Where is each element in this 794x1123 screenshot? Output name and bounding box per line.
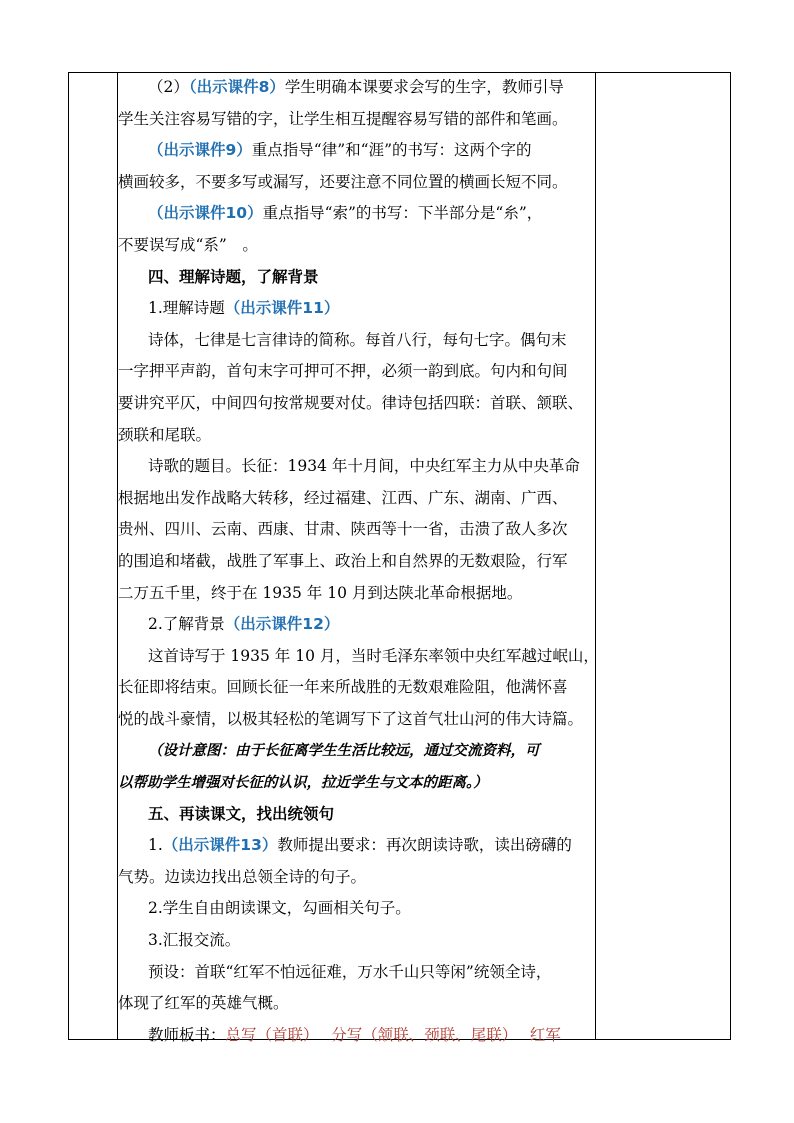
background-line-3-seg-0: 悦的战斗豪情，以极其轻松的笔调写下了这首气壮山河的伟大诗篇。	[118, 709, 584, 728]
step-2-line-1	[118, 72, 594, 104]
poem-form-line-3	[118, 388, 594, 420]
preset-line-1	[118, 957, 594, 989]
poem-form-line-4	[118, 420, 594, 452]
courseware-10-line-1-seg-1: 重点指导“索”的书写：下半部分是“糸”，	[262, 204, 543, 223]
design-note-line-2-seg-0: 以帮助学生增强对长征的认识，拉近学生与文本的距离。）	[118, 774, 488, 792]
title-meaning-line-2	[118, 483, 594, 515]
courseware-9-line-2-seg-0: 横画较多，不要多写或漏写，还要注意不同位置的横画长短不同。	[118, 172, 568, 191]
item-2-title	[118, 609, 594, 641]
design-note-line-1-seg-1: 由于长征离学生生活比较远，通过交流资料，可	[235, 742, 540, 760]
poem-form-line-1	[118, 325, 594, 357]
design-note-line-2	[118, 767, 594, 799]
courseware-10-line-1	[118, 198, 594, 230]
section-5-heading-seg-0: 五、再读课文，找出统领句	[148, 804, 335, 823]
step-2-line-2-seg-0: 学生关注容易写错的字，让学生相互提醒容易写错的部件和笔画。	[118, 109, 568, 128]
board-line	[118, 1020, 594, 1052]
title-meaning-line-4	[118, 546, 594, 578]
step-2-line-2	[118, 104, 594, 136]
title-meaning-line-5	[118, 578, 594, 610]
title-meaning-line-2-seg-0: 根据地出发作战略大转移，经过福建、江西、广东、湖南、广西、	[118, 488, 568, 507]
step-1-line-1-seg-1: （出示课件13）	[162, 836, 278, 855]
poem-form-line-4-seg-0: 颈联和尾联。	[118, 425, 212, 444]
item-2-title-seg-0: 2.了解背景	[148, 615, 225, 634]
poem-form-line-1-seg-0: 诗体，七律是七言律诗的简称。每首八行，每句七字。偶句末	[148, 330, 567, 349]
step-1-line-1-seg-2: 教师提出要求：再次朗读诗歌，读出磅礴的	[277, 836, 572, 855]
courseware-9-line-1	[118, 135, 594, 167]
item-1-title	[118, 293, 594, 325]
lesson-content	[118, 72, 599, 1051]
item-2-title-seg-1: （出示课件12）	[224, 615, 340, 634]
poem-form-line-2	[118, 356, 594, 388]
courseware-10-line-1-seg-0: （出示课件10）	[148, 204, 263, 223]
step-1-line-1-seg-0: 1.	[148, 836, 163, 855]
column-divider-right	[595, 73, 596, 1039]
courseware-10-line-2-seg-0: 不要误写成“系” 。	[118, 235, 258, 254]
preset-line-1-seg-0: 预设：首联“红军不怕远征难，万水千山只等闲”统领全诗，	[148, 962, 552, 981]
courseware-9-line-1-seg-0: （出示课件9）	[148, 141, 252, 160]
courseware-9-line-2	[118, 167, 594, 199]
title-meaning-line-5-seg-0: 二万五千里，终于在 1935 年 10 月到达陕北革命根据地。	[118, 583, 523, 602]
design-note-line-1	[118, 735, 594, 767]
board-line-seg-1: 总写（首联） 分写（颔联、颈联、尾联） 红军	[225, 1025, 561, 1044]
background-line-1	[118, 641, 599, 673]
title-meaning-line-3-seg-0: 贵州、四川、云南、西康、甘肃、陕西等十一省，击溃了敌人多次	[118, 520, 568, 539]
title-meaning-line-1	[118, 451, 594, 483]
courseware-10-line-2	[118, 230, 594, 262]
background-line-2-seg-0: 长征即将结束。回顾长征一年来所战胜的无数艰难险阻，他满怀喜	[118, 678, 568, 697]
step-2-line-seg-0: 2.学生自由朗读课文，勾画相关句子。	[148, 899, 411, 918]
step-2-line	[118, 893, 594, 925]
title-meaning-line-4-seg-0: 的围追和堵截，战胜了军事上、政治上和自然界的无数艰险，行军	[118, 551, 568, 570]
step-2-line-1-seg-1: （出示课件8）	[188, 78, 285, 96]
board-line-seg-0: 教师板书：	[148, 1025, 226, 1044]
title-meaning-line-3	[118, 514, 594, 546]
step-2-line-1-seg-0: （2）	[148, 78, 189, 96]
courseware-9-line-1-seg-1: 重点指导“律”和“涯”的书写：这两个字的	[251, 141, 532, 160]
step-3-line	[118, 925, 594, 957]
poem-form-line-3-seg-0: 要讲究平仄，中间四句按常规要对仗。律诗包括四联：首联、颔联、	[118, 393, 584, 412]
step-1-line-2-seg-0: 气势。边读边找出总领全诗的句子。	[118, 867, 367, 886]
step-1-line-1	[118, 830, 594, 862]
background-line-3	[118, 704, 594, 736]
section-4-heading-seg-0: 四、理解诗题，了解背景	[148, 267, 319, 286]
design-note-line-1-seg-0: （设计意图：	[148, 742, 235, 760]
section-4-heading	[118, 262, 594, 294]
preset-line-2-seg-0: 体现了红军的英雄气概。	[118, 994, 289, 1013]
item-1-title-seg-1: （出示课件11）	[224, 299, 340, 318]
background-line-2	[118, 672, 594, 704]
item-1-title-seg-0: 1.理解诗题	[148, 299, 225, 318]
step-2-line-1-seg-2: 学生明确本课要求会写的生字，教师引导	[284, 78, 564, 96]
background-line-1-seg-0: 这首诗写于 1935 年 10 月，当时毛泽东率领中央红军越过岷山，	[148, 646, 599, 665]
section-5-heading	[118, 799, 594, 831]
poem-form-line-2-seg-0: 一字押平声韵，首句末字可押可不押，必须一韵到底。句内和句间	[118, 362, 568, 381]
preset-line-2	[118, 988, 594, 1020]
step-3-line-seg-0: 3.汇报交流。	[148, 931, 241, 950]
title-meaning-line-1-seg-0: 诗歌的题目。长征：1934 年十月间，中央红军主力从中央革命	[148, 457, 580, 476]
step-1-line-2	[118, 862, 594, 894]
